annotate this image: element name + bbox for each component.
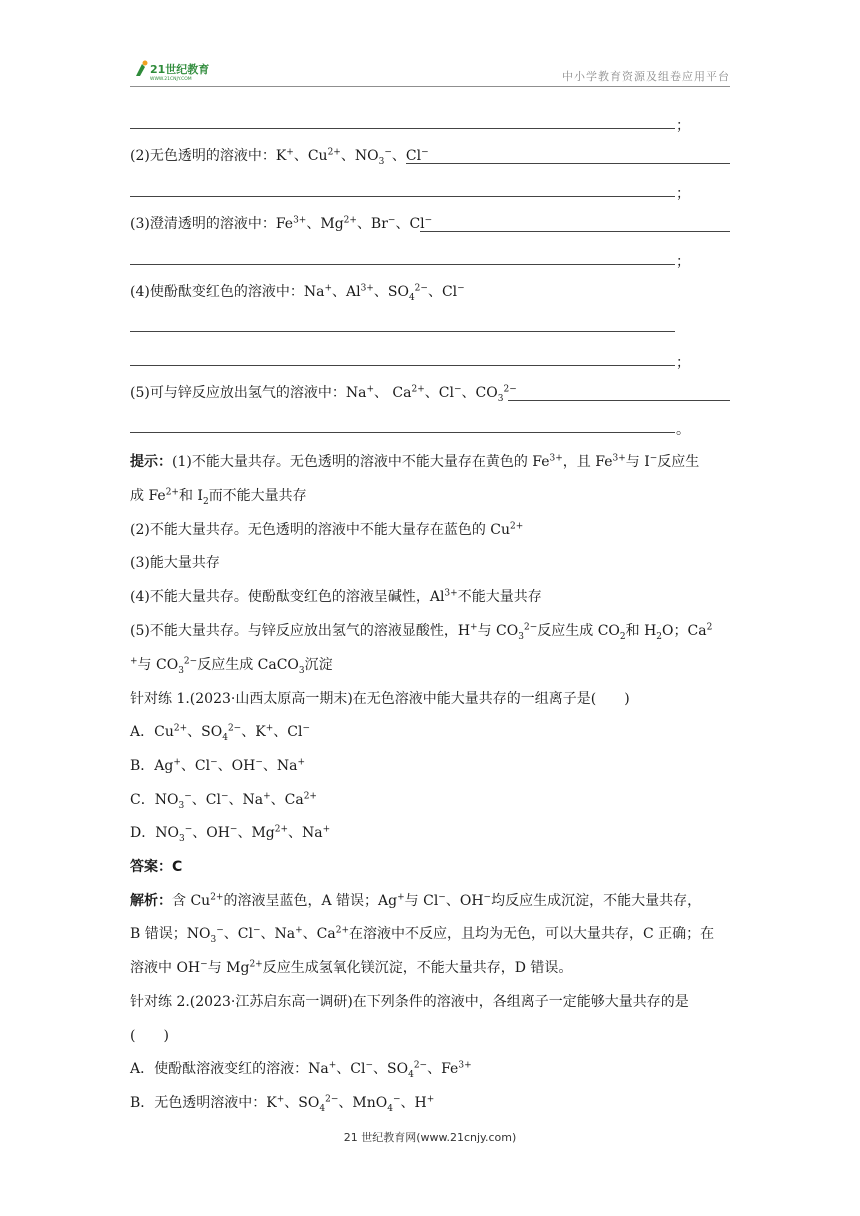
exercise-1-option-b[interactable]: B．Ag+、Cl−、OH−、Na+ [130, 757, 306, 774]
exercise-1-option-d[interactable]: D．$NO_3^-$、OH−、$Mg^{2+}$、Na+ [130, 824, 331, 844]
hint-line-7: +与 $CO_3^{2-}$反应生成 CaCO$_3$沉淀 [130, 656, 333, 676]
question-3: (3)澄清透明的溶液中：$Fe^{3+}$、$Mg^{2+}$、Br−、Cl− [130, 215, 433, 232]
hint-line-1: 提示：(1)不能大量共存。无色透明的溶液中不能大量存在黄色的 $Fe^{3+}$，且 $Fe^{3+}$与 I−反应生 [130, 453, 700, 470]
hint-line-2: 成 $Fe^{2+}$和 $I_2$而不能大量共存 [130, 487, 307, 507]
exercise-2-stem-paren: ( ) [130, 1028, 169, 1044]
answer-blank[interactable] [420, 231, 730, 232]
period: 。 [676, 422, 690, 438]
page-footer: 21 世纪教育网(www.21cnjy.com) [343, 1131, 517, 1144]
answer-blank[interactable] [130, 128, 675, 129]
answer-blank[interactable] [130, 196, 675, 197]
exercise-1-explanation-3: 溶液中 OH−与 $Mg^{2+}$反应生成氢氧化镁沉淀，不能大量共存，D 错误。 [130, 959, 573, 976]
hint-line-6: (5)不能大量共存。与锌反应放出氢气的溶液显酸性，H+与 $CO_3^{2-}$反应生成 $CO_2$和 $H_2O$；Ca$^2$ [130, 622, 713, 642]
exercise-1-stem: 针对练 1.(2023·山西太原高一期末)在无色溶液中能大量共存的一组离子是( ) [130, 691, 630, 707]
semicolon: ； [676, 254, 690, 270]
exercise-2-option-b[interactable]: B．无色透明溶液中：K+、$SO_4^{2-}$、MnO$_4$−、H+ [130, 1094, 435, 1114]
exercise-2-option-a[interactable]: A．使酚酞溶液变红的溶液：Na+、Cl−、$SO_4^{2-}$、$Fe^{3+}$ [130, 1060, 472, 1080]
semicolon: ； [676, 118, 690, 134]
site-logo [130, 58, 220, 82]
exercise-1-answer: 答案：C [130, 859, 183, 875]
question-4: (4)使酚酞变红色的溶液中：Na+、$Al^{3+}$、$SO_4^{2-}$、Cl− [130, 283, 465, 303]
exercise-1-explanation-1: 解析：含 $Cu^{2+}$的溶液呈蓝色，A 错误；Ag+与 Cl−、OH−均反应生成沉淀，不能大量共存， [130, 892, 702, 909]
svg-text:21世纪教育: 21世纪教育 [150, 63, 210, 76]
answer-blank[interactable] [130, 432, 675, 433]
answer-blank[interactable] [130, 264, 675, 265]
exercise-1-explanation-2: B 错误；$NO_3^-$、Cl−、Na+、$Ca^{2+}$在溶液中不反应，且均为无色，可以大量共存，C 正确；在 [130, 925, 715, 945]
exercise-2-stem: 针对练 2.(2023·江苏启东高一调研)在下列条件的溶液中，各组离子一定能够大量共存的是 [130, 994, 689, 1010]
svg-text:WWW.21CNJY.COM: WWW.21CNJY.COM [150, 77, 192, 82]
semicolon: ； [676, 186, 690, 202]
answer-blank[interactable] [406, 163, 730, 164]
exercise-1-option-a[interactable]: A．$Cu^{2+}$、$SO_4^{2-}$、K+、Cl− [130, 723, 310, 743]
hint-line-5: (4)不能大量共存。使酚酞变红色的溶液呈碱性，$Al^{3+}$不能大量共存 [130, 588, 542, 605]
exercise-1-option-c[interactable]: C．$NO_3^-$、Cl−、Na+、$Ca^{2+}$ [130, 791, 317, 811]
answer-blank[interactable] [508, 400, 730, 401]
page-header [130, 58, 730, 86]
question-5: (5)可与锌反应放出氢气的溶液中：Na+、 $Ca^{2+}$、Cl−、$CO_3^{2-}$ [130, 384, 517, 404]
semicolon: ； [676, 355, 690, 371]
question-2: (2)无色透明的溶液中：K+、$Cu^{2+}$、$NO_3^-$、Cl− [130, 147, 429, 167]
header-rule [130, 86, 730, 87]
answer-blank[interactable] [130, 331, 675, 332]
site-name: 中小学教育资源及组卷应用平台 [562, 70, 730, 83]
hint-line-4: (3)能大量共存 [130, 555, 220, 571]
answer-blank[interactable] [130, 365, 675, 366]
hint-line-3: (2)不能大量共存。无色透明的溶液中不能大量存在蓝色的 $Cu^{2+}$ [130, 521, 524, 538]
